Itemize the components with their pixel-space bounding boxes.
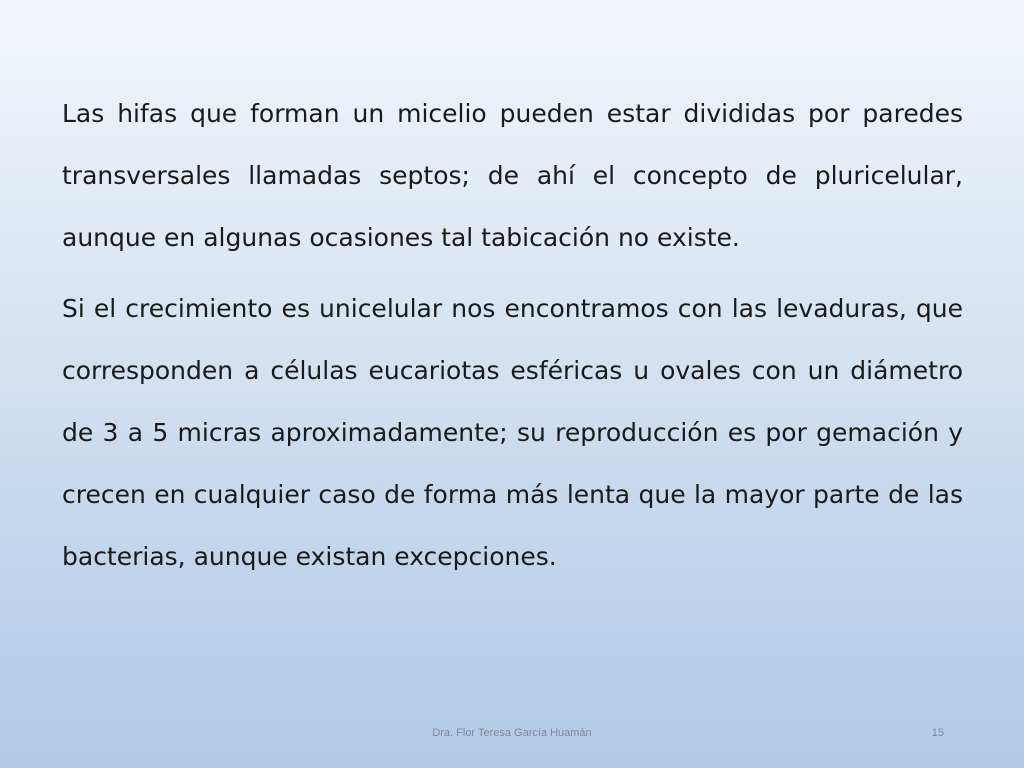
footer-author: Dra. Flor Teresa García Huamán: [432, 727, 592, 739]
paragraph-yeasts: Si el crecimiento es unicelular nos encontramos con las levaduras, que corresponden a células eucariotas esféricas u ovales con un diámetro de 3 a 5 micras aproximadamente; su reproducción es por gemación y crecen en cualquier caso de forma más lenta que la mayor parte de las bacterias, aunque existan excepciones.: [62, 294, 963, 571]
slide-body: [62, 83, 963, 588]
slide-page-number: 15: [931, 727, 944, 739]
paragraph-hyphae: Las hifas que forman un micelio pueden estar divididas por paredes transversales llamadas septos; de ahí el concepto de pluricelular, aunque en algunas ocasiones tal tabicación no existe.: [62, 99, 963, 252]
